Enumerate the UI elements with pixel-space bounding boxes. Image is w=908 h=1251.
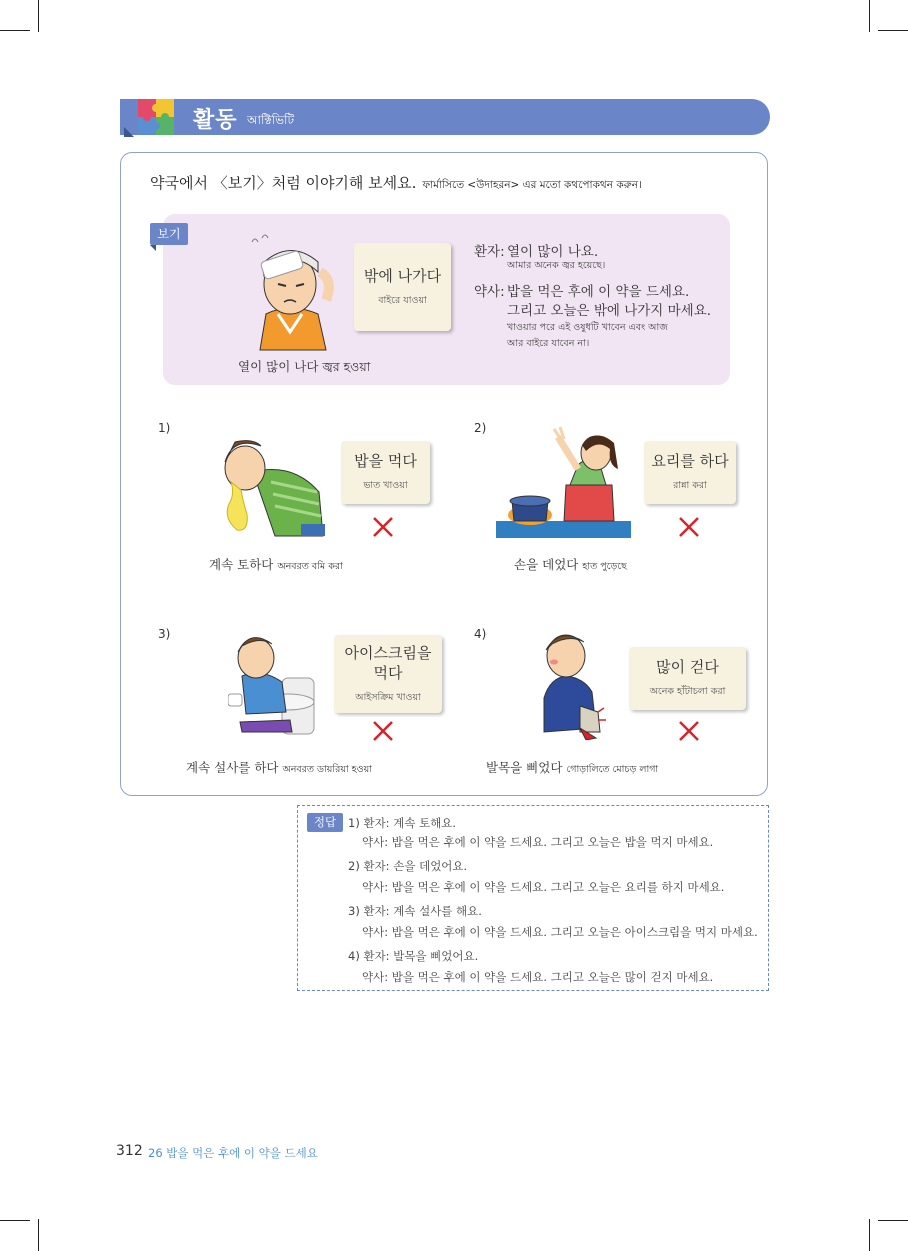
chapter-title: 26 밥을 먹은 후에 이 약을 드세요 <box>148 1146 318 1160</box>
instruction <box>150 172 642 195</box>
crop-mark <box>869 0 870 32</box>
answer-line: 약사: 밥을 먹은 후에 이 약을 드세요. 그리고 오늘은 아이스크림을 먹지 마세요. <box>362 925 758 939</box>
exercise-2-caption <box>514 555 627 575</box>
answer-tag: 정답 <box>307 813 343 832</box>
crop-mark <box>878 30 908 31</box>
toilet-boy-illustration <box>228 628 320 740</box>
exercise-number: 4) <box>474 627 487 641</box>
page-number: 312 <box>116 1143 143 1159</box>
pharmacist-line-bn-2: আর বাইরে যাবেন না। <box>507 338 590 349</box>
exercise-3-caption <box>186 758 372 778</box>
crop-mark <box>878 1220 908 1221</box>
exercise-1-card-ko: 밥을 먹다 <box>354 452 417 470</box>
vomiting-boy-illustration <box>213 432 328 537</box>
answer-line: 4) 환자: 발목을 삐었어요. <box>348 949 479 963</box>
activity-title: 활동 <box>193 108 238 133</box>
exercise-2-card-ko: 요리를 하다 <box>651 452 729 470</box>
exercise-3-caption-ko: 계속 설사를 하다 <box>186 760 279 775</box>
instruction-bn: ফার্মাসিতে <উদাহরন> এর মতো কথপোকথন করুন। <box>422 179 642 191</box>
exercise-number: 2) <box>474 421 487 435</box>
pharmacist-label: 약사: <box>474 284 505 300</box>
example-card <box>354 243 451 331</box>
answer-line: 1) 환자: 계속 토해요. <box>348 816 457 830</box>
answer-line: 약사: 밥을 먹은 후에 이 약을 드세요. 그리고 오늘은 밥을 먹지 마세요. <box>362 835 714 849</box>
exercise-4-card <box>629 647 746 710</box>
activity-subtitle: আক্টিভিটি <box>247 113 295 127</box>
x-mark-icon <box>372 516 394 538</box>
sprained-ankle-illustration <box>540 628 606 740</box>
exercise-1-card-bn: ভাত খাওয়া <box>363 480 408 491</box>
crop-mark <box>38 0 39 32</box>
exercise-1-caption <box>209 555 343 575</box>
exercise-1-caption-ko: 계속 토하다 <box>209 557 274 572</box>
exercise-1-caption-bn: অনবরত বমি করা <box>277 561 343 572</box>
exercise-3-card-ko-2: 먹다 <box>373 663 403 682</box>
answer-line: 2) 환자: 손을 데었어요. <box>348 859 468 873</box>
example-card-bn: বাইরে যাওয়া <box>378 294 427 306</box>
crop-mark <box>0 30 30 31</box>
exercise-2-card-bn: রান্না করা <box>673 480 707 491</box>
patient-line-bn: আমার অনেক জ্বর হয়েছে। <box>507 260 606 271</box>
x-mark-icon <box>678 516 700 538</box>
example-card-ko: 밖에 나가다 <box>363 266 442 285</box>
instruction-ko: 약국에서 〈보기〉처럼 이야기해 보세요. <box>150 174 417 192</box>
pharmacist-line-ko-2: 그리고 오늘은 밖에 나가지 마세요. <box>507 303 712 319</box>
exercise-2-caption-ko: 손을 데었다 <box>514 557 579 572</box>
exercise-2-caption-bn: হাত পুড়েছে <box>582 561 627 572</box>
answer-line: 약사: 밥을 먹은 후에 이 약을 드세요. 그리고 오늘은 요리를 하지 마세요. <box>362 880 725 894</box>
example-tag-tail <box>150 245 156 251</box>
exercise-3-card <box>334 635 442 713</box>
exercise-4-card-bn: অনেক হাঁটাচলা করা <box>649 686 726 697</box>
exercise-3-caption-bn: অনবরত ডায়রিয়া হওয়া <box>282 764 373 775</box>
exercise-3-card-bn: আইসক্রিম খাওয়া <box>355 691 421 703</box>
exercise-number: 3) <box>158 627 171 641</box>
fever-man-illustration <box>240 232 340 352</box>
puzzle-icon <box>124 93 184 145</box>
answer-line: 3) 환자: 계속 설사를 해요. <box>348 904 482 918</box>
crop-mark <box>869 1219 870 1251</box>
exercise-1-card <box>341 441 430 504</box>
pharmacist-line-bn-1: খাওয়ার পরে এই ওষুধটি খাবেন এবং আজ <box>507 322 668 333</box>
exercise-4-card-ko: 많이 걷다 <box>656 658 719 676</box>
patient-label: 환자: <box>474 244 505 260</box>
exercise-3-card-ko-1: 아이스크림을 <box>344 643 432 662</box>
crop-mark <box>38 1219 39 1251</box>
x-mark-icon <box>678 720 700 742</box>
exercise-4-caption-bn: গোড়ালিতে মোচড় লাগা <box>566 764 659 775</box>
burned-hand-illustration <box>496 425 631 538</box>
exercise-4-caption-ko: 발목을 삐었다 <box>486 760 563 775</box>
x-mark-icon <box>372 720 394 742</box>
patient-line-ko: 열이 많이 나요. <box>507 244 599 260</box>
example-caption: 열이 많이 나다 জ্বর হওয়া <box>238 359 371 374</box>
example-tag: 보기 <box>150 223 188 245</box>
exercise-4-caption <box>486 758 658 778</box>
answer-line: 약사: 밥을 먹은 후에 이 약을 드세요. 그리고 오늘은 많이 걷지 마세요. <box>362 970 714 984</box>
pharmacist-line-ko-1: 밥을 먹은 후에 이 약을 드세요. <box>507 284 690 300</box>
exercise-2-card <box>644 441 736 504</box>
crop-mark <box>0 1220 30 1221</box>
exercise-number: 1) <box>158 421 171 435</box>
